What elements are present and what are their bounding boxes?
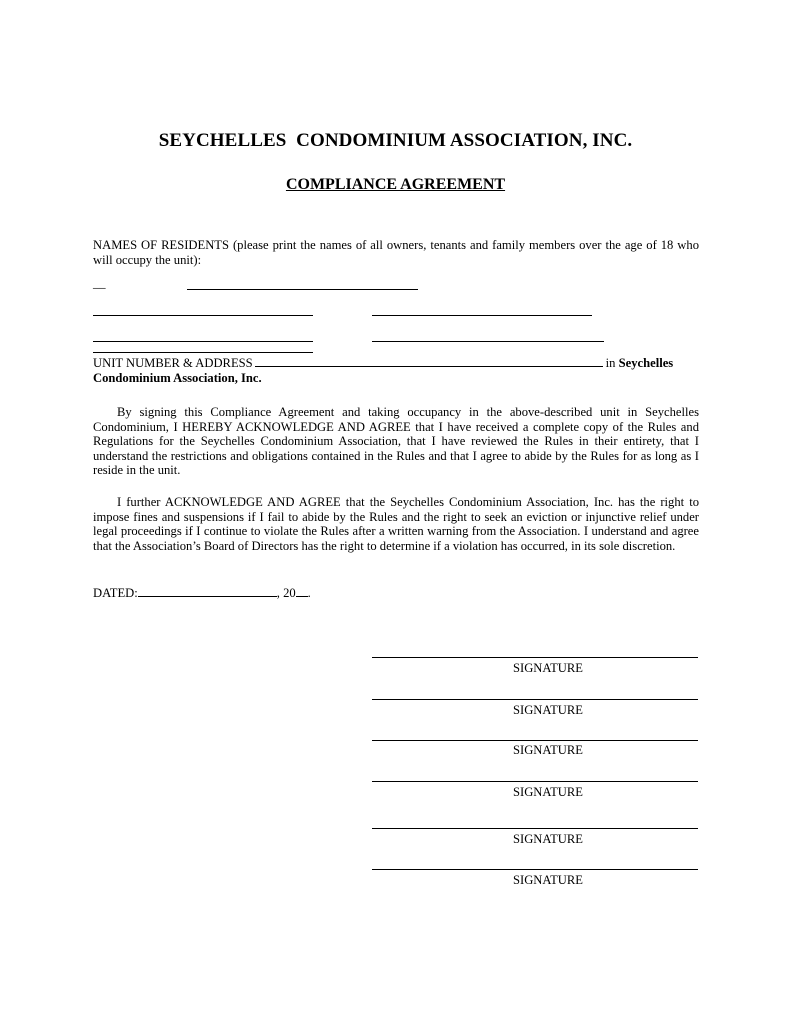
resident-name-line-6[interactable] — [93, 352, 313, 353]
unit-address-label: UNIT NUMBER & ADDRESS — [93, 356, 253, 370]
signature-line-1[interactable] — [372, 657, 698, 658]
dated-date-field[interactable] — [138, 585, 277, 597]
signature-label-3: SIGNATURE — [513, 743, 583, 757]
resident-line-mark: __ — [93, 276, 106, 290]
unit-address-in: in — [605, 356, 616, 370]
unit-address-suffix: Seychelles — [618, 356, 674, 370]
signature-line-6[interactable] — [372, 869, 698, 870]
dated-year-prefix: , 20 — [276, 586, 296, 600]
signature-label-2: SIGNATURE — [513, 703, 583, 717]
resident-name-line-3[interactable] — [372, 315, 592, 316]
signature-line-5[interactable] — [372, 828, 698, 829]
dated-year-field[interactable] — [296, 585, 308, 597]
signature-line-3[interactable] — [372, 740, 698, 741]
signature-line-4[interactable] — [372, 781, 698, 782]
agreement-title-text: COMPLIANCE AGREEMENT — [285, 176, 506, 193]
resident-name-line-2[interactable] — [93, 315, 313, 316]
unit-address-row — [93, 355, 699, 385]
unit-address-field[interactable] — [255, 355, 603, 367]
residents-instructions: NAMES OF RESIDENTS (please print the names of all owners, tenants and family members over the age of 18 who will occupy the unit): — [93, 238, 699, 267]
resident-name-line-1[interactable] — [187, 289, 418, 290]
signature-label-1: SIGNATURE — [513, 661, 583, 675]
association-title: SEYCHELLES CONDOMINIUM ASSOCIATION, INC. — [158, 130, 633, 151]
signature-line-2[interactable] — [372, 699, 698, 700]
resident-name-line-5[interactable] — [372, 341, 604, 342]
further-acknowledgment-paragraph: I further ACKNOWLEDGE AND AGREE that the Seychelles Condominium Association, Inc. has the right to impose fines and suspensions if I fail to abide by the Rules and the right to seek an eviction or injunctive relief under legal proceedings if I continue to violate the Rules after a written warning from the Association. I understand and agree that the Association’s Board of Directors has the right to determine if a violation has occurred, in its sole discretion. — [93, 495, 699, 553]
dated-end: . — [307, 586, 311, 600]
unit-address-line2: Condominium Association, Inc. — [93, 370, 262, 385]
resident-name-line-4[interactable] — [93, 341, 313, 342]
signature-label-4: SIGNATURE — [513, 785, 583, 799]
dated-row — [93, 585, 311, 601]
dated-label: DATED: — [93, 586, 138, 600]
signature-label-6: SIGNATURE — [513, 873, 583, 887]
acknowledgment-paragraph: By signing this Compliance Agreement and taking occupancy in the above-described unit in Seychelles Condominium, I HEREBY ACKNOWLEDGE AND AGREE that I have received a complete copy of the Rules and Regulations for the Seychelles Condominium Association, that I have reviewed the Rules in their entirety, that I understand the restrictions and obligations contained in the Rules and that I agree to abide by the Rules for as long as I reside in the unit. — [93, 405, 699, 478]
signature-label-5: SIGNATURE — [513, 832, 583, 846]
agreement-title — [0, 176, 791, 194]
